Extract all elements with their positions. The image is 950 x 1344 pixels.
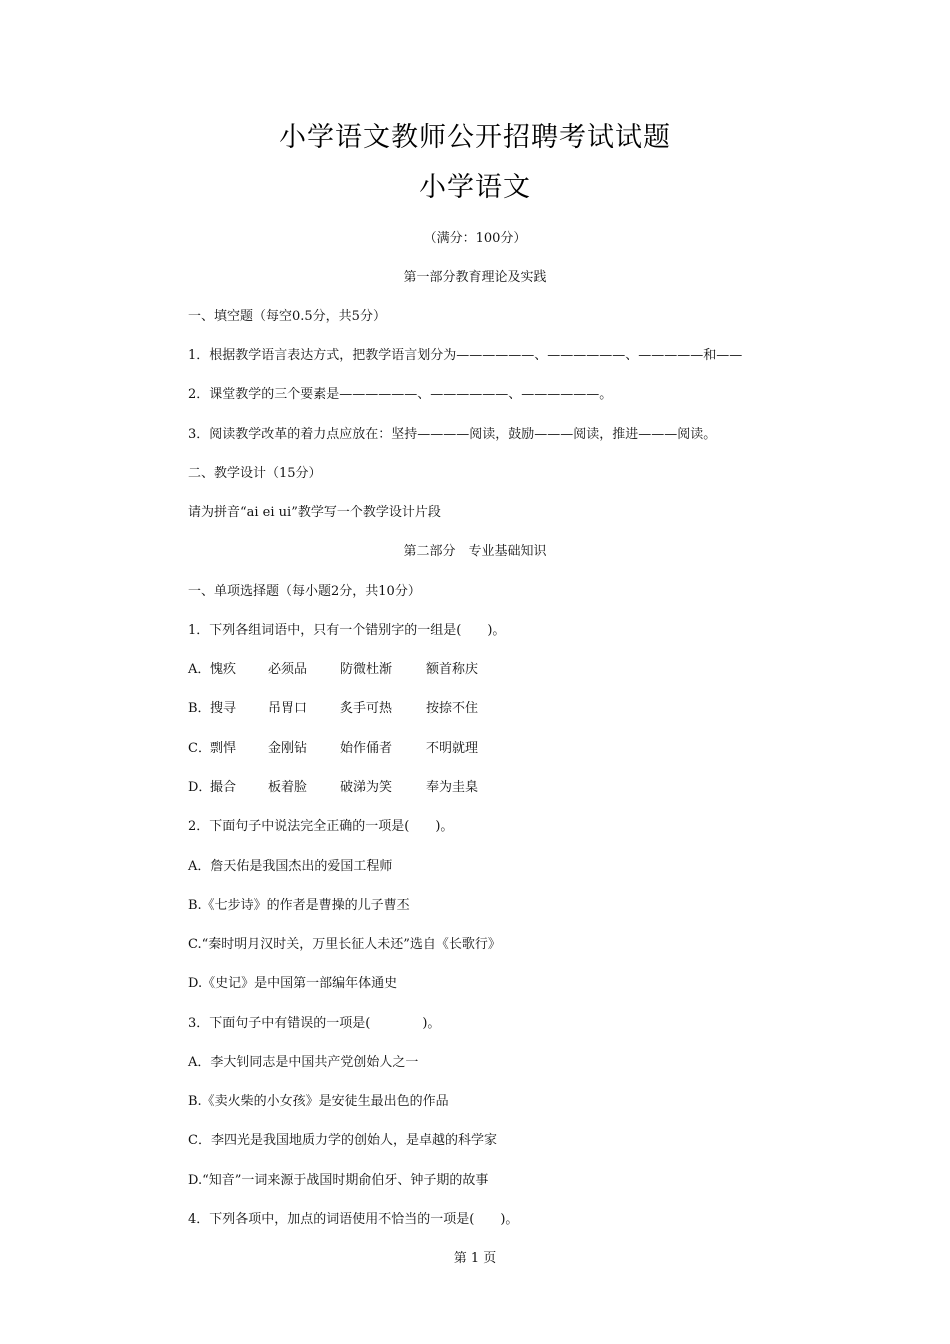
part1-section2-heading: 二、教学设计（15分） [188,466,322,481]
q3-option-a: A．李大钊同志是中国共产党创始人之一 [188,1055,419,1070]
design-prompt: 请为拼音“ai ei ui”教学写一个教学设计片段 [188,505,441,520]
page-number: 第 1 页 [453,1251,497,1266]
option-word: 搜寻 [210,701,237,716]
document-title: 小学语文教师公开招聘考试试题 [279,122,671,153]
option-word: 始作俑者 [340,741,393,756]
option-word: 必须品 [268,662,308,677]
part1-heading: 第一部分教育理论及实践 [403,270,547,285]
q3-option-b: B.《卖火柴的小女孩》是安徒生最出色的作品 [188,1094,449,1109]
option-word: 额首称庆 [426,662,479,677]
option-word: 剽悍 [210,741,237,756]
document-subtitle: 小学语文 [419,172,531,203]
option-word: 板着脸 [268,780,308,795]
fill-question-2: 2．课堂教学的三个要素是——————、——————、——————。 [188,387,613,402]
score-note: （满分：100分） [423,231,527,246]
q1-option-d [188,778,860,798]
q1-option-b [188,699,860,719]
option-word: 吊胃口 [268,701,308,716]
choice-question-1-stem: 1．下列各组词语中，只有一个错别字的一组是( )。 [188,623,506,638]
option-key: B． [188,701,211,716]
q2-option-c: C.“秦时明月汉时关，万里长征人未还”选自《长歌行》 [188,937,501,952]
fill-question-3: 3．阅读教学改革的着力点应放在：坚持————阅读，鼓励———阅读，推进———阅读。 [188,427,717,442]
option-word: 愧疚 [210,662,237,677]
choice-question-3-stem: 3．下面句子中有错误的一项是( )。 [188,1016,441,1031]
part2-heading: 第二部分 专业基础知识 [403,544,547,559]
q1-option-a [188,660,860,680]
option-word: 炙手可热 [340,701,393,716]
q1-option-c [188,739,860,759]
q2-option-d: D.《史记》是中国第一部编年体通史 [188,976,398,991]
q2-option-a: A．詹天佑是我国杰出的爱国工程师 [188,859,393,874]
choice-question-4-stem: 4．下列各项中，加点的词语使用不恰当的一项是( )。 [188,1212,519,1227]
option-word: 金刚钻 [268,741,308,756]
option-key: C． [188,741,211,756]
q3-option-c: C．李四光是我国地质力学的创始人，是卓越的科学家 [188,1133,497,1148]
option-word: 不明就理 [426,741,479,756]
option-word: 防微杜渐 [340,662,393,677]
option-word: 奉为圭臬 [426,780,479,795]
q2-option-b: B.《七步诗》的作者是曹操的儿子曹丕 [188,898,410,913]
fill-question-1: 1．根据教学语言表达方式，把教学语言划分为——————、——————、—————和—— [188,348,743,363]
option-word: 按捺不住 [426,701,479,716]
option-word: 破涕为笑 [340,780,393,795]
q3-option-d: D.“知音”一词来源于战国时期俞伯牙、钟子期的故事 [188,1173,489,1188]
choice-question-2-stem: 2．下面句子中说法完全正确的一项是( )。 [188,819,454,834]
option-key: A． [188,662,211,677]
option-word: 撮合 [210,780,237,795]
part1-section1-heading: 一、填空题（每空0.5分，共5分） [188,309,386,324]
part2-section1-heading: 一、单项选择题（每小题2分，共10分） [188,584,421,599]
option-key: D． [188,780,212,795]
